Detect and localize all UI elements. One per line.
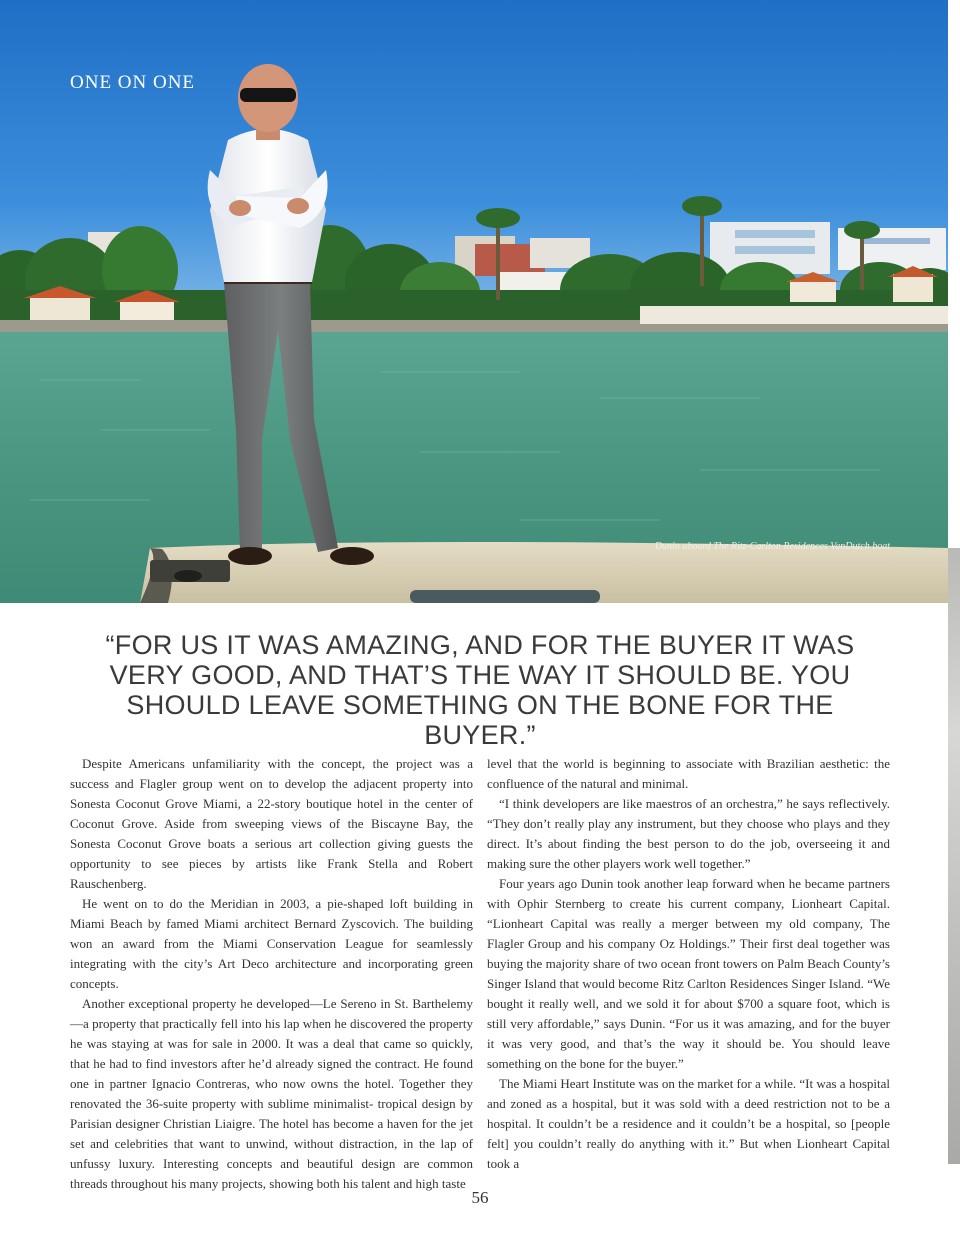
paragraph: The Miami Heart Institute was on the market for a while. “It was a hospital and zoned as a hospital, but it was sold with a deed restriction not to be a hospital. It couldn’t be a residence and it couldn’t be a hospital, so [people felt] you couldn’t really do anything with it.” But when Lionheart Capital took a (487, 1076, 890, 1171)
pull-quote: “FOR US IT WAS AMAZING, AND FOR THE BUYER IT WAS VERY GOOD, AND THAT’S THE WAY IT SHOULD BE. YOU SHOULD LEAVE SOMETHING ON THE BONE FOR THE BUYER.” (105, 630, 855, 750)
body-column-right (487, 754, 890, 1174)
paragraph: Four years ago Dunin took another leap forward when he became partners with Ophir Sternberg to create his current company, Lionheart Capital. “Lionheart Capital was really a merger between my old company, The Flagler Group and his company Oz Holdings.” Their first deal together was buying the majority share of two ocean front towers on Palm Beach County’s Singer Island that would become Ritz Carlton Residences Singer Island. “We bought it really well, and we sold it for about $700 a square foot, which is still very affordable,” says Dunin. “For us it was amazing, and for the buyer it was very good, and that’s the way it should be. You should leave something on the bone for the buyer.” (487, 876, 890, 1071)
dock (640, 306, 948, 324)
hero-photo (0, 0, 948, 603)
section-label: ONE ON ONE (70, 72, 196, 93)
paragraph: He went on to do the Meridian in 2003, a pie-shaped loft building in Miami Beach by famed Miami architect Bernard Zyscovich. The building won an award from the Miami Conservation League for seamlessly integrating with the city’s Art Deco architecture and incorporating green concepts. (70, 896, 473, 991)
body-column-left (70, 754, 473, 1194)
paragraph: Despite Americans unfamiliarity with the concept, the project was a success and Flagler group went on to develop the adjacent property into Sonesta Coconut Grove Miami, a 22-story boutique hotel in the center of Coconut Grove. Aside from sweeping views of the Biscayne Bay, the Sonesta Coconut Grove boats a serious art collection giving guests the opportunity to see pieces by artists like Frank Stella and Robert Rauschenberg. (70, 756, 473, 891)
paragraph: level that the world is beginning to associate with Brazilian aesthetic: the confluence of the natural and minimal. (487, 756, 890, 791)
paragraph: Another exceptional property he developed—Le Sereno in St. Barthelemy—a property that practically fell into his lap when he discovered the property he was staying at was for sale in 2000. It was a deal that came so quickly, that he had to find investors after he’d already signed the contract. He found one in partner Ignacio Contreras, who now owns the hotel. Together they renovated the 36-suite property with sublime minimalist- tropical design by Parisian designer Christian Liaigre. The hotel has become a haven for the jet set and celebrities that want to unwind, without distraction, in the lap of unfussy luxury. Interesting concepts and beautiful design are common threads throughout his many projects, showing both his talent and high taste (70, 996, 473, 1191)
adjacent-page-edge (948, 548, 960, 1164)
paragraph: “I think developers are like maestros of an orchestra,” he says reflectively. “They don’t really play any instrument, but they choose who plays and they direct. It’s about finding the best person to do the job, overseeing it and making sure the other players work well together.” (487, 796, 890, 871)
page-number: 56 (471, 1188, 489, 1207)
photo-caption: Dunin aboard The Ritz-Carlton Residences VanDutch boat (654, 541, 890, 552)
